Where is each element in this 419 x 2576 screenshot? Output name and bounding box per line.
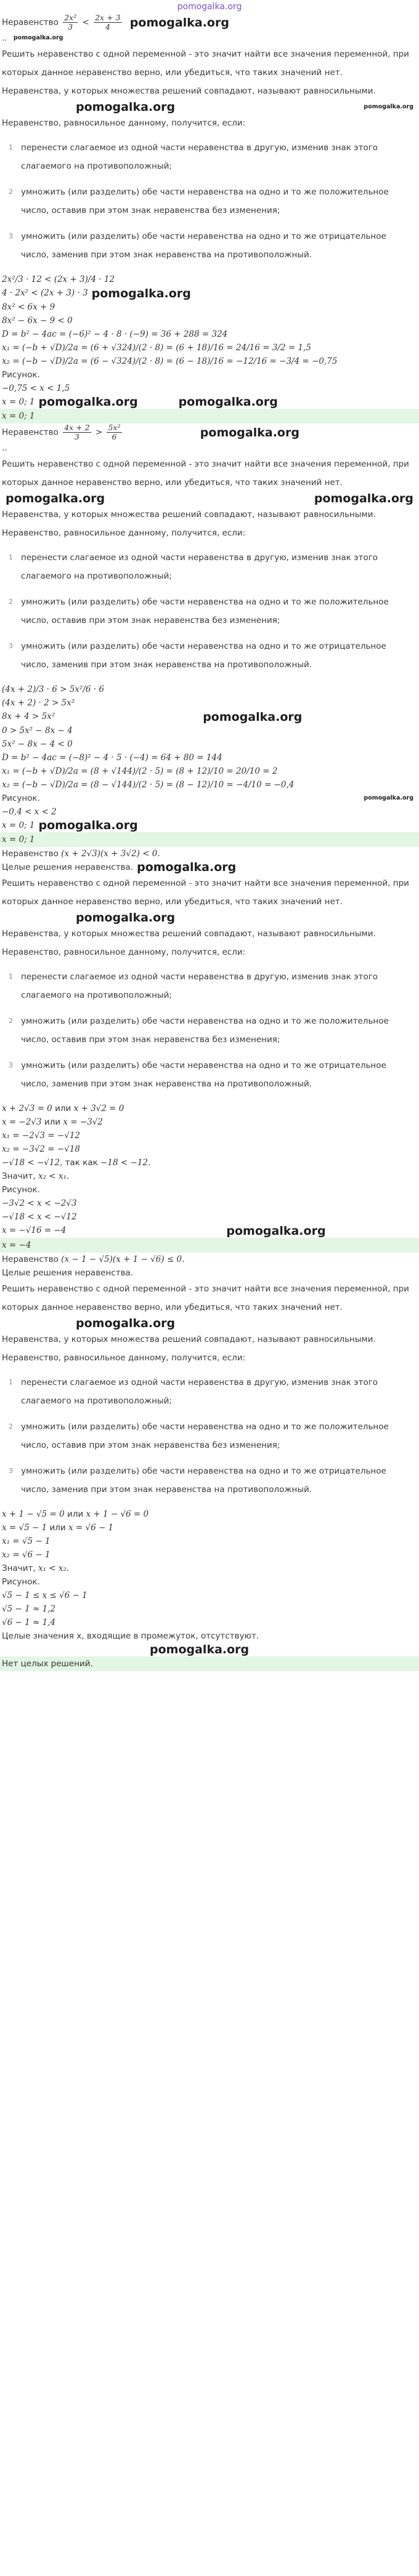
explanation-equiv: Неравенство, равносильное данному, получится, если: xyxy=(2,1352,246,1363)
figure-label xyxy=(0,368,419,382)
watermark: pomogalka.org xyxy=(200,425,299,439)
problem-2-statement xyxy=(0,423,419,441)
expr: x₁ < x₂. xyxy=(38,1563,70,1573)
rules-list xyxy=(0,961,419,1102)
expr: x = −2√3 xyxy=(2,1117,42,1127)
answer-1: x = 0; 1 xyxy=(0,409,419,423)
answer-2: x = 0; 1 xyxy=(0,832,419,847)
text: Рисунок. xyxy=(2,369,40,380)
text: Целые решения неравенства. xyxy=(2,1267,134,1278)
watermark: pomogalka.org xyxy=(178,395,278,409)
step xyxy=(0,1629,419,1643)
explanation-equiv: Неравенство, равносильное данному, получится, если: xyxy=(2,118,246,128)
rule-text: перенести слагаемое из одной части неравенства в другую, изменив знак этого слагаемого на противоположный; xyxy=(21,972,378,1000)
numerator: 2x + 3 xyxy=(95,14,121,22)
figure-label xyxy=(0,1183,419,1197)
rule-number: 2 xyxy=(9,1422,13,1430)
expr: 8x + 4 > 5x² xyxy=(2,712,55,721)
watermark: pomogalka.org xyxy=(13,34,63,41)
text: Целые значения x, входящие в промежуток, отсутствуют. xyxy=(2,1631,259,1641)
separator-dots: .. xyxy=(2,443,7,453)
relation: < xyxy=(82,17,89,28)
watermark: pomogalka.org xyxy=(76,100,176,114)
step: −0,75 < x < 1,5 xyxy=(2,383,70,393)
step: 5x² − 8x − 4 < 0 xyxy=(2,739,73,749)
explanation-same: Неравенства, у которых множества решений совпадают, называют равносильными. xyxy=(2,1334,376,1344)
explanation-solve: Решить неравенство с одной переменной - это значит найти все значения переменной, при которых данное неравенство верно, или убедиться, что таких значений нет. xyxy=(2,49,409,78)
rule-item xyxy=(0,136,419,180)
step xyxy=(0,286,419,300)
separator-dots xyxy=(0,31,419,45)
or-word: или xyxy=(55,1104,71,1113)
rule-item xyxy=(0,635,419,679)
explanation-same: Неравенства, у которых множества решений совпадают, называют равносильными. xyxy=(2,929,376,939)
step xyxy=(0,1102,419,1115)
rule-text: умножить (или разделить) обе части неравенства на одно и то же положительное число, оставив при этом знак неравенства без изменения; xyxy=(21,1421,389,1450)
problem-label: Неравенство xyxy=(2,1254,59,1264)
rule-number: 3 xyxy=(9,232,13,240)
watermark-row xyxy=(0,1317,419,1330)
expr: x = 0; 1 xyxy=(2,396,35,407)
denominator: 6 xyxy=(112,432,117,441)
watermark: pomogalka.org xyxy=(364,794,413,801)
rules-list xyxy=(0,542,419,683)
rule-text: перенести слагаемое из одной части неравенства в другую, изменив знак этого слагаемого на противоположный; xyxy=(21,143,378,171)
explanation-equiv: Неравенство, равносильное данному, получится, если: xyxy=(2,947,246,957)
rule-text: перенести слагаемое из одной части неравенства в другую, изменив знак этого слагаемого на противоположный; xyxy=(21,553,378,581)
or-word: или xyxy=(44,1117,61,1127)
rule-number: 2 xyxy=(9,598,13,606)
step: x₁ = √5 − 1 xyxy=(2,1536,51,1546)
step: 0 > 5x² − 8x − 4 xyxy=(2,725,73,736)
rule-item xyxy=(0,225,419,269)
watermark-row xyxy=(0,100,419,114)
rule-number: 1 xyxy=(9,143,13,151)
step xyxy=(0,1521,419,1535)
expr: x = −√16 = −4 xyxy=(2,1226,67,1235)
fraction xyxy=(63,14,78,31)
rule-item xyxy=(0,965,419,1009)
step xyxy=(0,1562,419,1575)
problem-1-statement xyxy=(0,14,419,31)
expr: −18 < −12. xyxy=(100,1158,151,1168)
watermark: pomogalka.org xyxy=(137,861,237,874)
expr: −√18 < −√12, xyxy=(2,1158,63,1168)
rule-number: 1 xyxy=(9,973,13,981)
step: (4x + 2) · 2 > 5x² xyxy=(2,698,75,708)
fraction xyxy=(107,423,121,441)
fraction xyxy=(94,14,121,31)
rule-item xyxy=(0,1009,419,1054)
inequality: (x + 2√3)(x + 3√2) < 0. xyxy=(61,849,160,859)
explanation-equiv: Неравенство, равносильное данному, получится, если: xyxy=(2,528,246,538)
step: x₂ = (−b − √D)/2a = (6 − √324)/(2 · 8) = (6 − 18)/16 = −12/16 = −3/4 = −0,75 xyxy=(2,356,338,366)
since-word: так как xyxy=(65,1158,98,1168)
step xyxy=(0,1115,419,1129)
step: D = b² − 4ac = (−8)² − 4 · 5 · (−4) = 64 + 80 = 144 xyxy=(2,752,222,763)
or-word: или xyxy=(67,1509,84,1519)
expr: x₂ < x₁. xyxy=(38,1171,70,1181)
rule-item xyxy=(0,1415,419,1459)
expr: x + 1 − √6 = 0 xyxy=(86,1509,149,1519)
step: √5 − 1 ≤ x ≤ √6 − 1 xyxy=(2,1590,87,1600)
rule-text: умножить (или разделить) обе части неравенства на одно и то же положительное число, оставив при этом знак неравенства без изменения; xyxy=(21,597,389,625)
denominator: 3 xyxy=(68,22,73,31)
text: Рисунок. xyxy=(2,1185,40,1195)
figure-label xyxy=(0,792,419,805)
step: (4x + 2)/3 · 6 > 5x²/6 · 6 xyxy=(2,684,104,694)
rule-number: 1 xyxy=(9,1378,13,1386)
step: −0,4 < x < 2 xyxy=(2,806,57,817)
fraction xyxy=(63,423,91,441)
step xyxy=(0,819,419,833)
numerator: 5x² xyxy=(108,423,121,432)
step: √5 − 1 ≈ 1,2 xyxy=(2,1603,56,1614)
expr: x = √5 − 1 xyxy=(2,1522,47,1533)
rule-text: перенести слагаемое из одной части неравенства в другую, изменив знак этого слагаемого на противоположный; xyxy=(21,1377,378,1406)
watermark: pomogalka.org xyxy=(364,103,413,110)
step: x₂ = −3√2 = −√18 xyxy=(2,1144,80,1154)
rule-item xyxy=(0,546,419,590)
step: 8x² < 6x + 9 xyxy=(2,302,55,312)
problem-label: Неравенство xyxy=(2,849,59,859)
rule-number: 3 xyxy=(9,1061,13,1069)
expr: x = 0; 1 xyxy=(2,820,35,830)
text: Значит, xyxy=(2,1563,36,1573)
rule-item xyxy=(0,1371,419,1415)
rule-text: умножить (или разделить) обе части неравенства на одно и то же отрицательное число, заменив при этом знак неравенства на противоположный. xyxy=(21,1061,386,1089)
watermark: pomogalka.org xyxy=(6,492,105,505)
step: x₂ = √6 − 1 xyxy=(2,1549,51,1560)
rule-number: 1 xyxy=(9,553,13,561)
rule-text: умножить (или разделить) обе части неравенства на одно и то же отрицательное число, заменив при этом знак неравенства на противоположный. xyxy=(21,231,386,260)
step xyxy=(0,1156,419,1170)
denominator: 3 xyxy=(74,432,79,441)
expr: x = √6 − 1 xyxy=(68,1522,114,1533)
explanation-solve: Решить неравенство с одной переменной - это значит найти все значения переменной, при которых данное неравенство верно, или убедиться, что таких значений нет. xyxy=(2,459,409,488)
answer-3: x = −4 xyxy=(0,1238,419,1253)
step: x₁ = (−b + √D)/2a = (8 + √144)/(2 · 5) = (8 + 12)/10 = 20/10 = 2 xyxy=(2,766,278,776)
problem-label: Неравенство xyxy=(2,17,59,28)
explanation-same xyxy=(0,82,419,100)
integer-solutions-label xyxy=(0,1266,419,1280)
step: D = b² − 4ac = (−6)² − 4 · 8 · (−9) = 36 + 288 = 324 xyxy=(2,329,228,339)
rule-item xyxy=(0,1054,419,1098)
watermark: pomogalka.org xyxy=(38,395,138,409)
watermark: pomogalka.org xyxy=(226,1224,326,1238)
rule-number: 3 xyxy=(9,1466,13,1475)
rules-list xyxy=(0,1367,419,1507)
step xyxy=(0,1507,419,1521)
step xyxy=(0,1170,419,1183)
watermark: pomogalka.org xyxy=(314,492,413,505)
rule-item xyxy=(0,590,419,635)
step xyxy=(0,710,419,724)
dots: .. xyxy=(2,33,7,43)
watermark-row xyxy=(0,911,419,925)
watermark-row xyxy=(0,492,419,505)
rule-text: умножить (или разделить) обе части неравенства на одно и то же положительное число, оставив при этом знак неравенства без изменения; xyxy=(21,1016,389,1045)
rule-number: 2 xyxy=(9,1017,13,1025)
watermark: pomogalka.org xyxy=(38,819,138,832)
problem-label: Неравенство xyxy=(2,427,59,438)
or-word: или xyxy=(49,1522,66,1533)
rule-number: 3 xyxy=(9,642,13,650)
text: Неравенства, у которых множества решений совпадают, называют равносильными. xyxy=(2,86,376,96)
rules-list xyxy=(0,132,419,273)
watermark: pomogalka.org xyxy=(203,710,303,724)
step: x₂ = (−b − √D)/2a = (8 − √144)/(2 · 5) = (8 − 12)/10 = −4/10 = −0,4 xyxy=(2,779,295,790)
step: x₁ = −2√3 = −√12 xyxy=(2,1131,80,1141)
watermark-row xyxy=(0,1643,419,1656)
rule-text: умножить (или разделить) обе части неравенства на одно и то же отрицательное число, заменив при этом знак неравенства на противоположный. xyxy=(21,641,386,670)
expr: x + 1 − √5 = 0 xyxy=(2,1509,65,1519)
step: x₁ = (−b + √D)/2a = (6 + √324)/(2 · 8) = (6 + 18)/16 = 24/16 = 3/2 = 1,5 xyxy=(2,342,311,353)
text: Рисунок. xyxy=(2,1576,40,1587)
figure-label xyxy=(0,1575,419,1589)
numerator: 2x² xyxy=(64,14,77,22)
step: √6 − 1 ≈ 1,4 xyxy=(2,1617,56,1627)
step: −3√2 < x < −2√3 xyxy=(2,1198,77,1208)
step xyxy=(0,395,419,409)
expr: x + 2√3 = 0 xyxy=(2,1104,52,1113)
explanation-solve: Решить неравенство с одной переменной - это значит найти все значения переменной, при которых данное неравенство верно, или убедиться, что таких значений нет. xyxy=(2,1283,409,1312)
watermark: pomogalka.org xyxy=(150,1642,250,1656)
watermark: pomogalka.org xyxy=(91,286,191,300)
text: Значит, xyxy=(2,1171,36,1181)
answer-4: Нет целых решений. xyxy=(0,1656,419,1671)
watermark: pomogalka.org xyxy=(76,1316,176,1330)
rule-item xyxy=(0,180,419,225)
integer-solutions-label xyxy=(0,861,419,874)
text: Целые решения неравенства. xyxy=(2,862,134,872)
expr: x = −3√2 xyxy=(63,1117,103,1127)
explanation-same: Неравенства, у которых множества решений совпадают, называют равносильными. xyxy=(2,510,376,520)
inequality: (x − 1 − √5)(x + 1 − √6) ≤ 0. xyxy=(61,1254,185,1264)
rule-text: умножить (или разделить) обе части неравенства на одно и то же положительное число, оставив при этом знак неравенства без изменения; xyxy=(21,187,389,215)
step: −√18 < x < −√12 xyxy=(2,1212,77,1222)
step xyxy=(0,1224,419,1238)
relation: > xyxy=(95,427,103,438)
step: 2x²/3 · 12 < (2x + 3)/4 · 12 xyxy=(2,275,115,284)
numerator: 4x + 2 xyxy=(64,423,90,432)
rule-number: 2 xyxy=(9,188,13,196)
step: 8x² − 6x − 9 < 0 xyxy=(2,315,73,326)
expr: 4 · 2x² < (2x + 3) · 3 xyxy=(2,288,88,298)
watermark: pomogalka.org xyxy=(129,15,229,30)
rule-item xyxy=(0,1459,419,1504)
site-header[interactable]: pomogalka.org xyxy=(177,2,242,12)
text: Рисунок. xyxy=(2,793,40,803)
watermark: pomogalka.org xyxy=(76,911,176,925)
explanation-solve: Решить неравенство с одной переменной - это значит найти все значения переменной, при которых данное неравенство верно, или убедиться, что таких значений нет. xyxy=(2,878,409,907)
rule-text: умножить (или разделить) обе части неравенства на одно и то же отрицательное число, заменив при этом знак неравенства на противоположный. xyxy=(21,1466,386,1495)
expr: x + 3√2 = 0 xyxy=(73,1104,124,1113)
denominator: 4 xyxy=(105,22,110,31)
problem-3-statement xyxy=(0,847,419,861)
problem-4-statement xyxy=(0,1253,419,1266)
